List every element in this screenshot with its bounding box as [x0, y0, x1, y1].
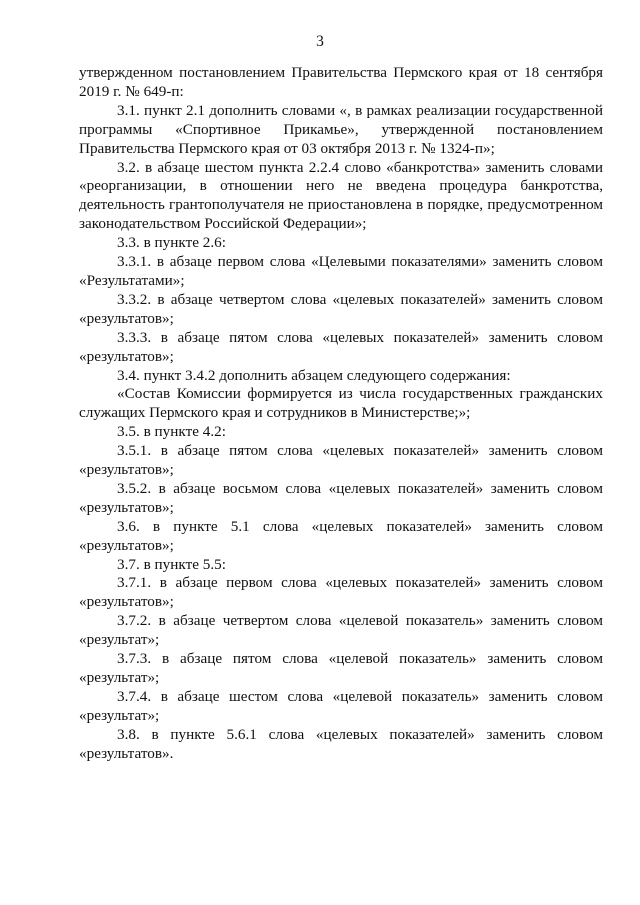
paragraph: 3.5. в пункте 4.2:: [117, 423, 226, 441]
paragraph: 3.3.1. в абзаце первом слова «Целевыми показателями» заменить словом «Результатами»;: [79, 253, 603, 289]
paragraph: 3.7.2. в абзаце четвертом слова «целевой показатель» заменить словом «результат»;: [79, 612, 603, 649]
document-body: [79, 64, 603, 764]
paragraph: 3.4. пункт 3.4.2 дополнить абзацем следующего содержания:: [117, 366, 511, 384]
paragraph: 3.3.2. в абзаце четвертом слова «целевых показателей» заменить словом «результатов»;: [79, 290, 603, 327]
paragraph: 3.7. в пункте 5.5:: [117, 555, 226, 573]
paragraph: 3.5.2. в абзаце восьмом слова «целевых показателей» заменить словом «результатов»;: [79, 479, 603, 516]
paragraph: 3.8. в пункте 5.6.1 слова «целевых показателей» заменить словом «результатов».: [79, 725, 603, 762]
paragraph: 3.3. в пункте 2.6:: [117, 234, 226, 252]
paragraph: утвержденном постановлением Правительства Пермского края от 18 сентября 2019 г. № 649-п:: [79, 64, 603, 100]
paragraph: 3.3.3. в абзаце пятом слова «целевых показателей» заменить словом «результатов»;: [79, 328, 603, 365]
paragraph: 3.7.3. в абзаце пятом слова «целевой показатель» заменить словом «результат»;: [79, 650, 603, 686]
paragraph: 3.2. в абзаце шестом пункта 2.2.4 слово «банкротства» заменить словами «реорганизации, в отношении него не введена процедура банкротства, деятельность грантополучателя не приостановлена в порядке, предусмотренном законодательством Российской Федерации»;: [79, 158, 603, 233]
paragraph: «Состав Комиссии формируется из числа государственных гражданских служащих Пермского края и сотрудников в Министерстве;»;: [79, 385, 603, 422]
paragraph: 3.7.1. в абзаце первом слова «целевых показателей» заменить словом «результатов»;: [79, 574, 603, 611]
page-number: 3: [316, 33, 324, 50]
paragraph: 3.7.4. в абзаце шестом слова «целевой показатель» заменить словом «результат»;: [79, 687, 603, 724]
paragraph: 3.5.1. в абзаце пятом слова «целевых показателей» заменить словом «результатов»;: [79, 442, 603, 479]
paragraph: 3.6. в пункте 5.1 слова «целевых показателей» заменить словом «результатов»;: [79, 517, 603, 554]
paragraph: 3.1. пункт 2.1 дополнить словами «, в рамках реализации государственной программы «Спортивное Прикамье», утвержденной постановлением Правительства Пермского края от 03 октября 2013 г. № 1324-п»;: [79, 101, 603, 157]
